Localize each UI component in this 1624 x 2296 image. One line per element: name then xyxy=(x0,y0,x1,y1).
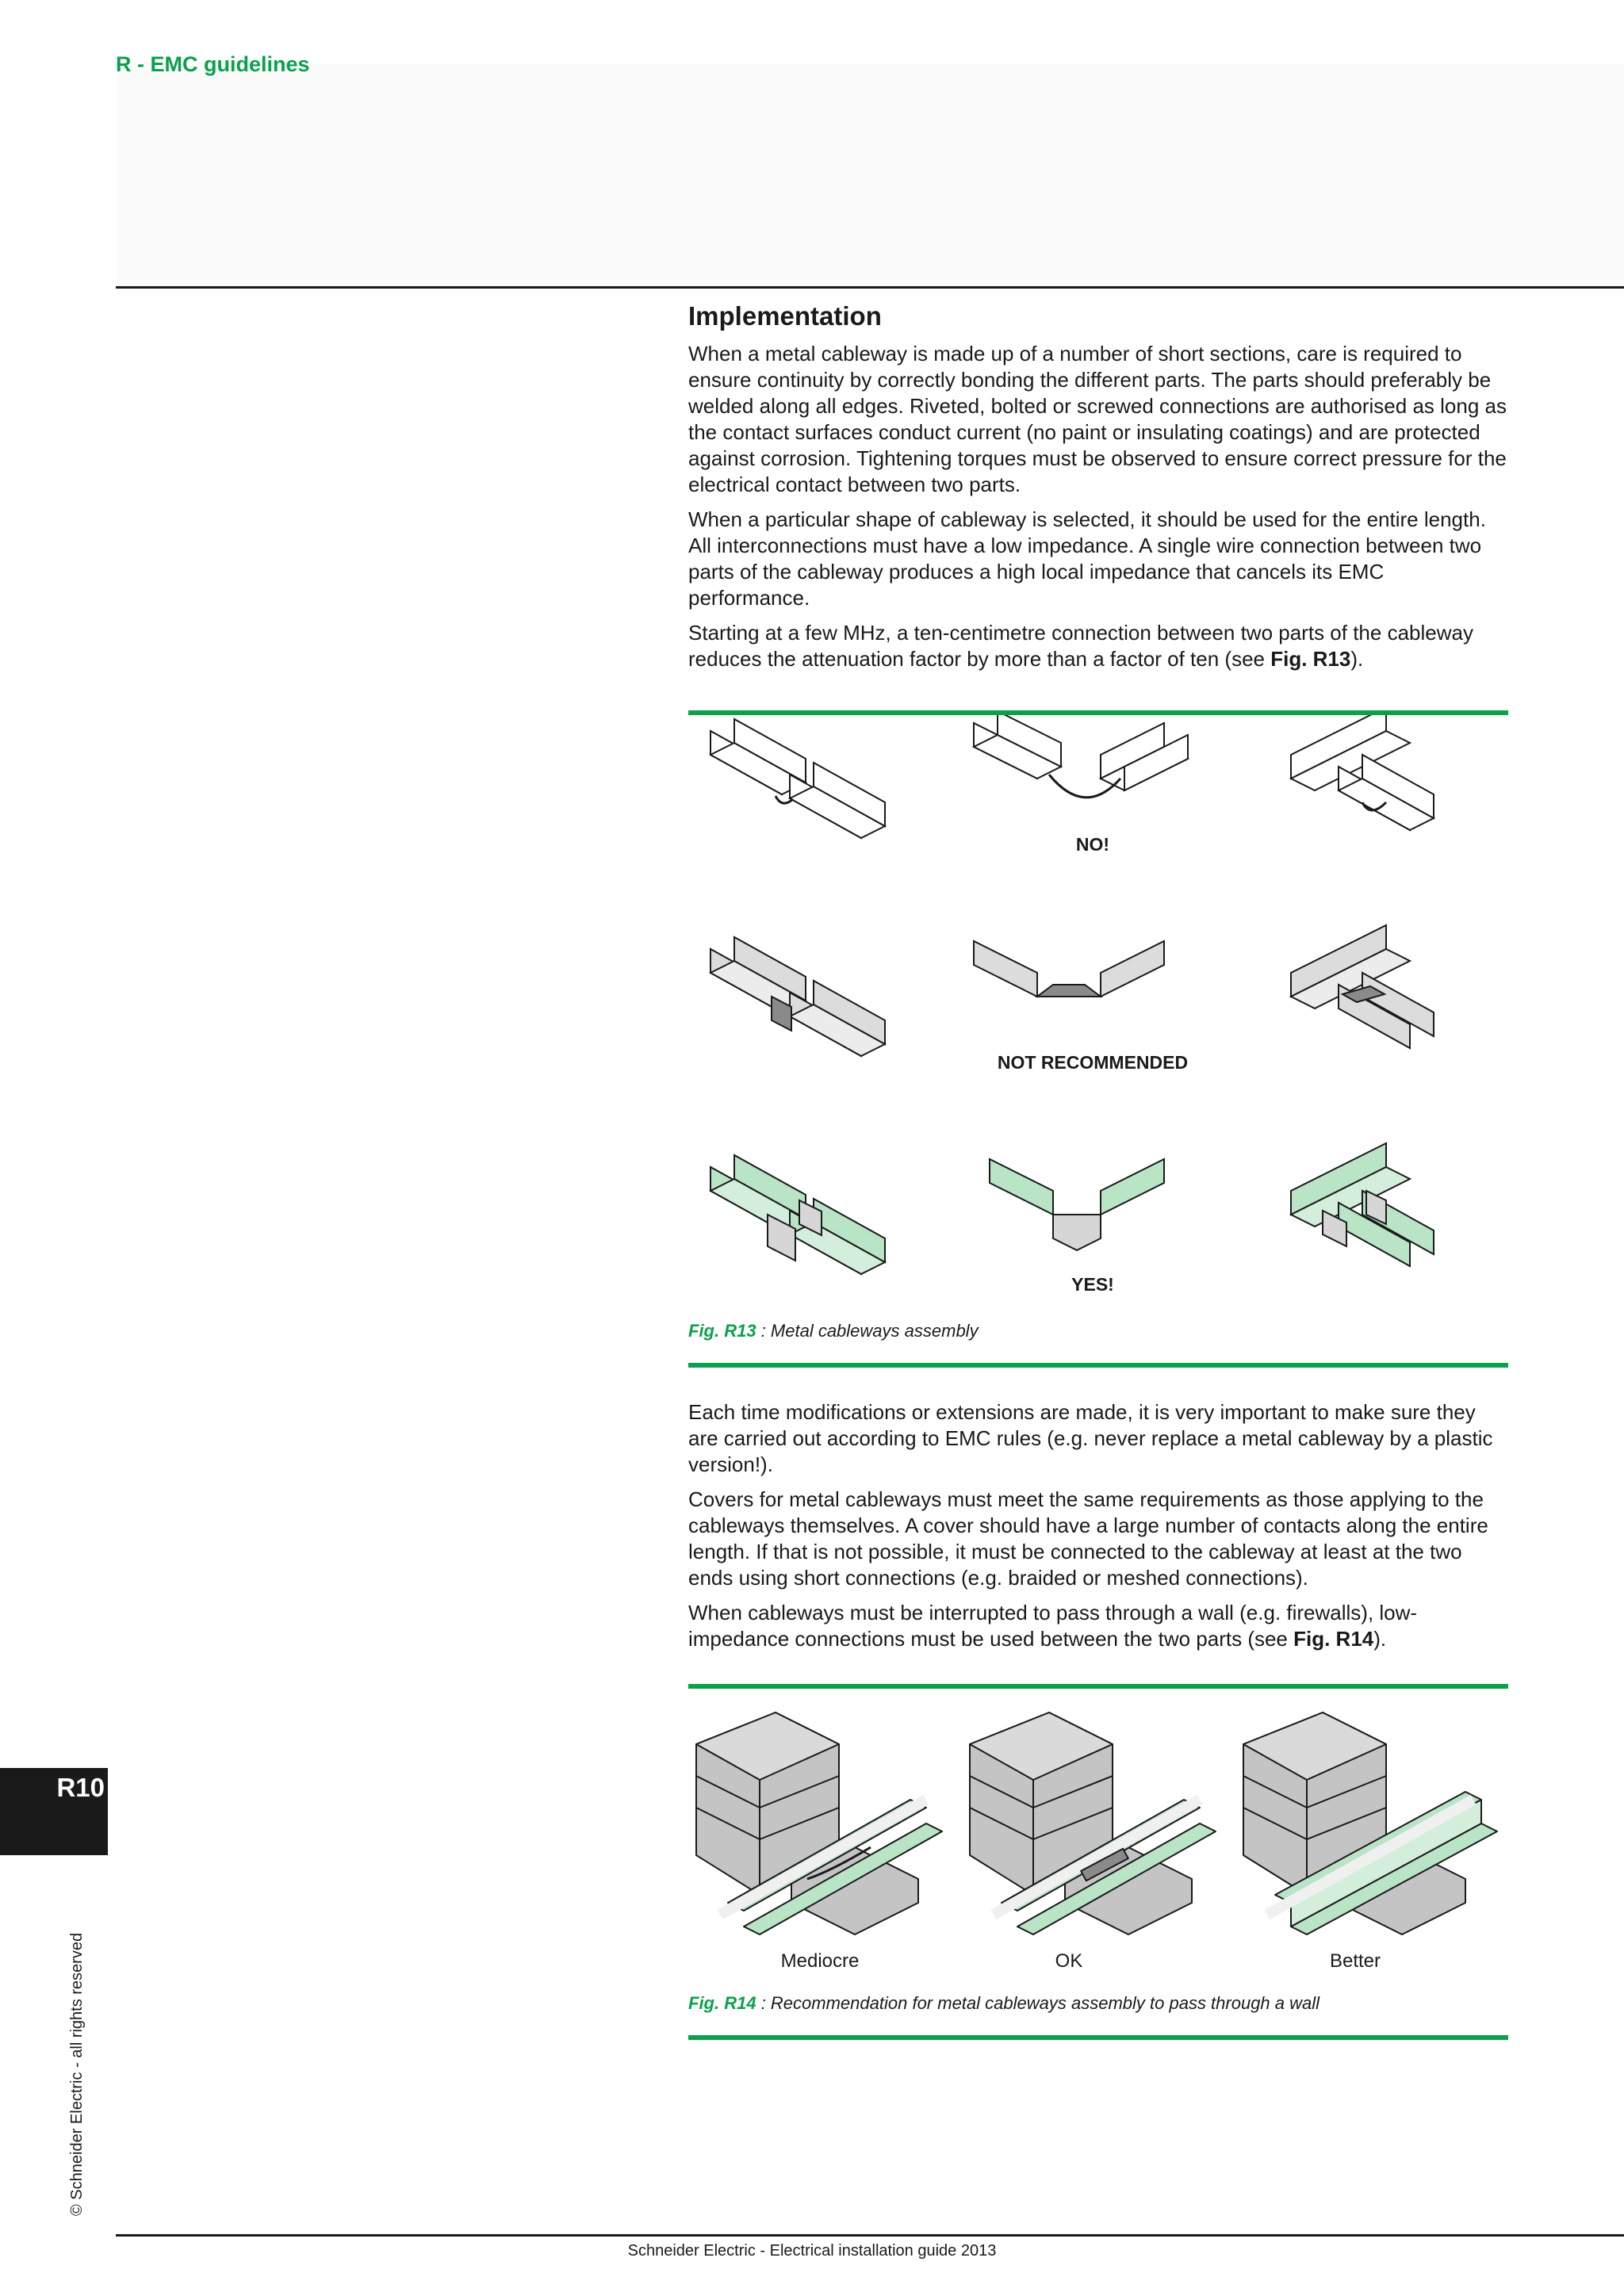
label-no: NO! xyxy=(1075,834,1110,855)
label-better: Better xyxy=(1329,1950,1381,1972)
paragraph-text: When cableways must be interrupted to pass through a wall (e.g. firewalls), low-impedance connections must be used between the two parts (see xyxy=(688,1601,1418,1651)
paragraph-text: Starting at a few MHz, a ten-centimetre connection between two parts of the cableway reduces the attenuation factor by more than a factor of ten (see xyxy=(688,621,1473,671)
page-number: R10 xyxy=(56,1773,105,1802)
top-divider xyxy=(116,286,1624,289)
figure-number: Fig. R14 xyxy=(688,1993,756,2013)
page-footer: Schneider Electric - Electrical installation guide 2013 xyxy=(627,2242,997,2260)
wall-better xyxy=(1243,1712,1497,1934)
main-content xyxy=(688,301,1508,2040)
paragraph: When a metal cableway is made up of a number of short sections, care is required to ensure continuity by correctly bonding the different parts. The parts should preferably be welded along all edges. Riveted, bolted or screwed connections are authorised as long as the contact surfaces conduct current (no paint or insulating coatings) and are protected against corrosion. Tightening torques must be observed to ensure correct pressure for the electrical contact between two parts. xyxy=(688,342,1507,496)
bottom-divider xyxy=(116,2234,1624,2237)
figure-number: Fig. R13 xyxy=(688,1321,756,1341)
page-number-tab xyxy=(0,1768,108,1855)
section-heading: Implementation xyxy=(688,301,882,331)
figure-r13 xyxy=(688,715,1508,1334)
paragraph xyxy=(688,1600,1508,1652)
paragraph-text: ). xyxy=(1373,1627,1387,1651)
wall-mediocre xyxy=(696,1712,942,1934)
cableway-assembly-illustration xyxy=(688,715,1508,1334)
row-yes xyxy=(710,1143,1434,1274)
header-band xyxy=(116,63,1624,285)
label-mediocre: Mediocre xyxy=(780,1950,860,1972)
caption-text: : Recommendation for metal cableways assembly to pass through a wall xyxy=(756,1993,1320,2013)
figure-bottom-rule xyxy=(688,2035,1508,2040)
paragraph-text: ). xyxy=(1350,647,1364,671)
paragraph: Covers for metal cableways must meet the same requirements as those applying to the cableways themselves. A cover should have a large number of contacts along the entire length. If that is not possible, it must be connected to the cableway at least at the two ends using short connections (e.g. braided or meshed connections). xyxy=(688,1487,1488,1590)
wall-ok xyxy=(970,1712,1216,1934)
figure-r14 xyxy=(688,1689,1508,2006)
caption-text: : Metal cableways assembly xyxy=(756,1321,979,1341)
label-ok: OK xyxy=(1055,1950,1083,1972)
figure-reference: Fig. R13 xyxy=(1270,647,1351,671)
copyright-notice: © Schneider Electric - all rights reserved xyxy=(68,1932,86,2216)
row-no xyxy=(710,715,1434,838)
label-yes: YES! xyxy=(1071,1274,1114,1295)
section-title: R - EMC guidelines xyxy=(116,52,310,76)
figure-reference: Fig. R14 xyxy=(1293,1627,1374,1651)
label-not-recommended: NOT RECOMMENDED xyxy=(997,1052,1189,1073)
paragraph: Each time modifications or extensions are made, it is very important to make sure they are carried out according to EMC rules (e.g. never replace a metal cableway by a plastic version!). xyxy=(688,1400,1493,1476)
row-not-recommended xyxy=(710,925,1434,1056)
paragraph xyxy=(688,620,1508,672)
paragraph: When a particular shape of cableway is selected, it should be used for the entire length. All interconnections must have a low impedance. A single wire connection between two parts of the cableway produces a high local impedance that cancels its EMC performance. xyxy=(688,507,1486,610)
